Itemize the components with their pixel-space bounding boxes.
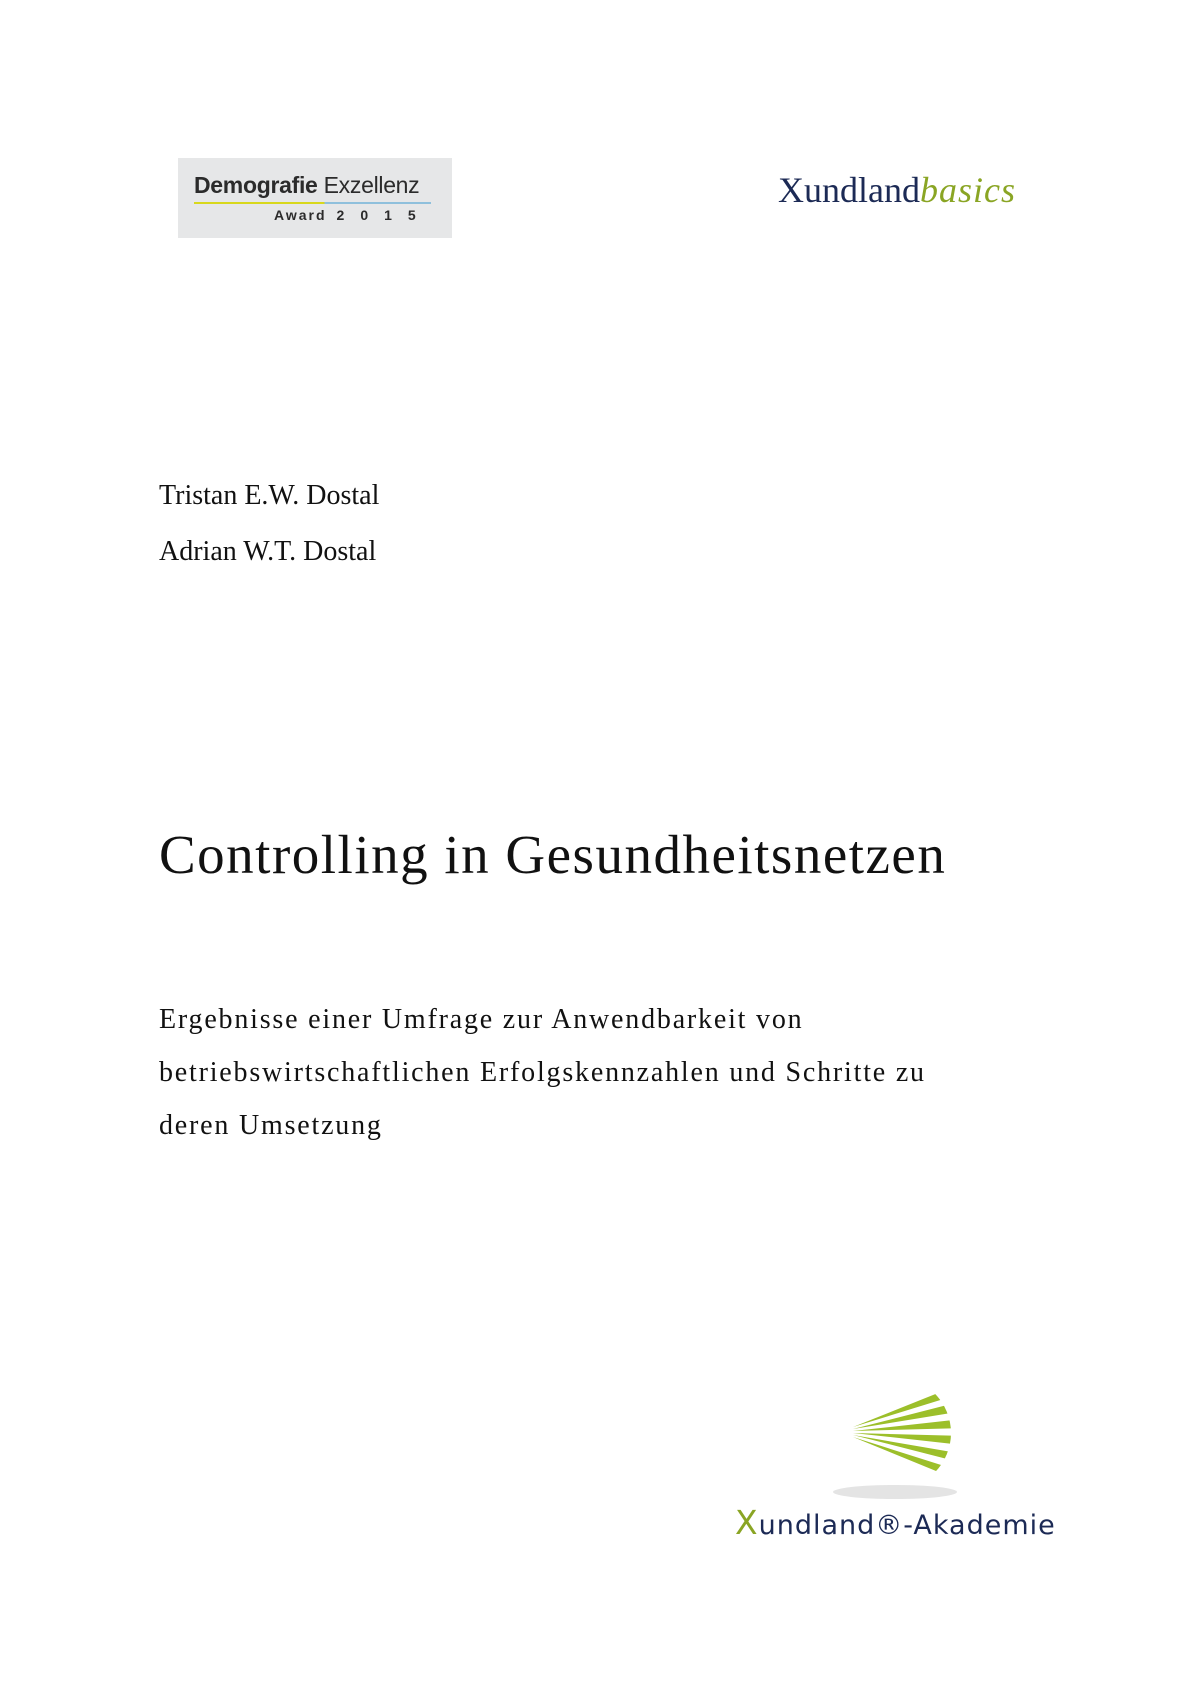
academy-logo	[735, 1375, 1055, 1545]
brand-logo-main: Xundland	[778, 170, 920, 210]
award-name	[194, 172, 419, 199]
brand-logo-accent: basics	[919, 170, 1016, 210]
academy-name-initial: X	[735, 1503, 759, 1542]
award-name-regular: Exzellenz	[323, 172, 420, 198]
author-name: Adrian W.T. Dostal	[159, 536, 377, 567]
author-name: Tristan E.W. Dostal	[159, 480, 380, 511]
academy-emblem-icon	[813, 1375, 963, 1505]
academy-name-rest: undland®-Akademie	[758, 1510, 1056, 1541]
subtitle-line: Ergebnisse einer Umfrage zur Anwendbarkeit von	[159, 1004, 804, 1035]
award-badge-logo	[178, 158, 452, 238]
award-subtitle	[274, 207, 432, 223]
subtitle-line: betriebswirtschaftlichen Erfolgskennzahlen und Schritte zu	[159, 1057, 926, 1088]
award-divider	[194, 202, 431, 204]
award-label: Award	[274, 207, 327, 223]
document-title: Controlling in Gesundheitsnetzen	[159, 824, 947, 885]
author-list	[159, 468, 379, 580]
document-subtitle	[159, 993, 1059, 1152]
academy-name	[735, 1503, 1056, 1542]
subtitle-line: deren Umsetzung	[159, 1110, 383, 1141]
award-name-bold: Demografie	[194, 172, 318, 198]
award-year: 2015	[336, 207, 432, 223]
brand-logo	[778, 172, 1016, 208]
